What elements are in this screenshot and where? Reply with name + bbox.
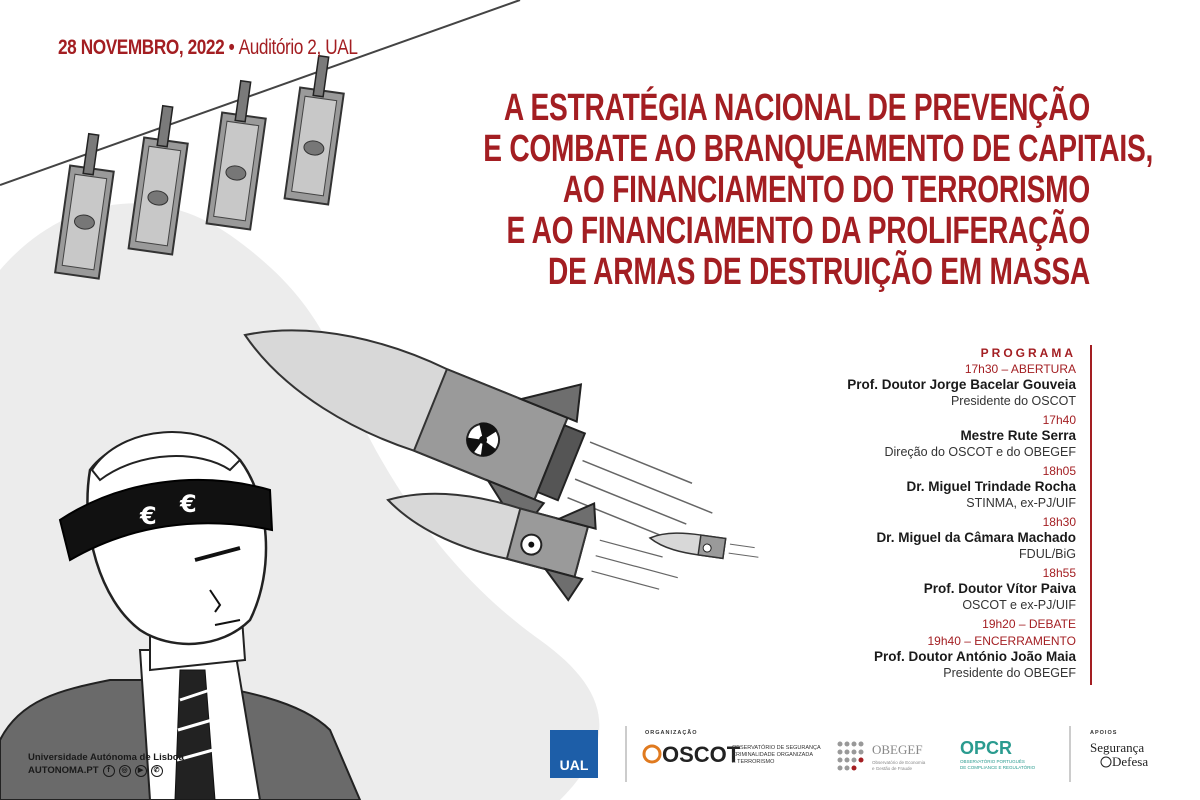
obegef-desc-1: Observatório de Economia: [872, 760, 926, 765]
website-row: [28, 764, 184, 778]
opcr-desc-2: DE COMPLIANCE E REGULATÓRIO: [960, 765, 1036, 770]
whatsapp-icon[interactable]: ✆: [151, 765, 163, 777]
programa-slot: [656, 464, 1076, 511]
seguranca-line1: Segurança: [1090, 740, 1145, 755]
title-line-1: A ESTRATÉGIA NACIONAL DE PREVENÇÃO: [503, 87, 1090, 129]
event-separator: •: [228, 36, 235, 59]
organizacao-label: ORGANIZAÇÃO: [645, 730, 698, 736]
event-date: 28 NOVEMBRO, 2022: [58, 36, 225, 59]
facebook-icon[interactable]: f: [103, 765, 115, 777]
programa-slot: [656, 617, 1076, 631]
title-line-2: E COMBATE AO BRANQUEAMENTO DE CAPITAIS,: [483, 128, 1154, 170]
slot-time: 18h55: [1042, 566, 1076, 580]
opcr-desc-1: OBSERVATÓRIO PORTUGUÊS: [960, 759, 1025, 764]
oscot-desc-1: OBSERVATÓRIO DE SEGURANÇA: [732, 745, 821, 751]
programa-slot: [656, 515, 1076, 562]
ual-logo: [550, 730, 598, 778]
seguranca-line2: Defesa: [1112, 754, 1149, 769]
programa-heading: PROGRAMA: [980, 346, 1076, 360]
website-link[interactable]: AUTONOMA.PT: [28, 765, 99, 776]
university-name: Universidade Autónoma de Lisboa: [28, 752, 184, 763]
ual-logo-text: UAL: [559, 757, 589, 773]
seguranca-defesa-logo: [1090, 740, 1148, 769]
university-footer: [28, 752, 184, 778]
slot-time: 18h05: [1042, 464, 1076, 478]
programa-slot: [656, 413, 1076, 460]
programa-slot: [656, 362, 1076, 409]
programa-slot: [656, 634, 1076, 681]
event-date-line: [58, 36, 357, 60]
oscot-name: OSCOT: [662, 742, 741, 767]
slot-time: 19h20 – DEBATE: [982, 617, 1076, 631]
apoios-label: APOIOS: [1090, 730, 1118, 736]
obegef-desc-2: e Gestão de Fraude: [872, 766, 913, 771]
slot-speaker: Dr. Miguel Trindade Rocha: [906, 479, 1076, 494]
event-title: [270, 87, 1154, 293]
slot-speaker: Prof. Doutor Jorge Bacelar Gouveia: [847, 377, 1076, 392]
banknote-3: [207, 79, 271, 230]
opcr-logo: [960, 738, 1036, 770]
slot-affiliation: STINMA, ex-PJ/UIF: [966, 496, 1076, 510]
slot-time: 17h40: [1042, 413, 1076, 427]
oscot-logo: [644, 742, 821, 767]
opcr-name: OPCR: [960, 738, 1013, 758]
slot-affiliation: Presidente do OBEGEF: [943, 666, 1076, 680]
slot-speaker: Prof. Doutor António João Maia: [874, 649, 1076, 664]
title-line-4: E AO FINANCIAMENTO DA PROLIFERAÇÃO: [506, 210, 1091, 252]
youtube-icon[interactable]: ▶: [135, 765, 147, 777]
oscot-desc-3: E TERRORISMO: [732, 759, 775, 765]
svg-text:€: €: [180, 490, 197, 518]
title-line-5: DE ARMAS DE DESTRUIÇÃO EM MASSA: [547, 251, 1090, 293]
slot-speaker: Dr. Miguel da Câmara Machado: [876, 530, 1076, 545]
svg-text:€: €: [140, 502, 157, 530]
slot-speaker: Prof. Doutor Vítor Paiva: [923, 581, 1076, 596]
obegef-name: OBEGEF: [872, 742, 923, 757]
slot-speaker: Mestre Rute Serra: [960, 428, 1076, 443]
obegef-logo: [838, 742, 926, 772]
programa-slot: [656, 566, 1076, 613]
instagram-icon[interactable]: ◎: [119, 765, 131, 777]
slot-time: 19h40 – ENCERRAMENTO: [927, 634, 1076, 648]
title-line-3: AO FINANCIAMENTO DO TERRORISMO: [562, 169, 1090, 211]
logos-strip: [550, 722, 1200, 792]
slot-affiliation: Direção do OSCOT e do OBEGEF: [884, 445, 1076, 459]
event-venue: Auditório 2, UAL: [238, 36, 358, 59]
programa-panel: [656, 345, 1092, 685]
slot-affiliation: Presidente do OSCOT: [950, 394, 1076, 408]
slot-affiliation: OSCOT e ex-PJ/UIF: [962, 598, 1076, 612]
slot-time: 17h30 – ABERTURA: [964, 362, 1076, 376]
slot-affiliation: FDUL/BiG: [1019, 547, 1076, 561]
oscot-desc-2: CRIMINALIDADE ORGANIZADA: [732, 752, 813, 758]
slot-time: 18h30: [1042, 515, 1076, 529]
